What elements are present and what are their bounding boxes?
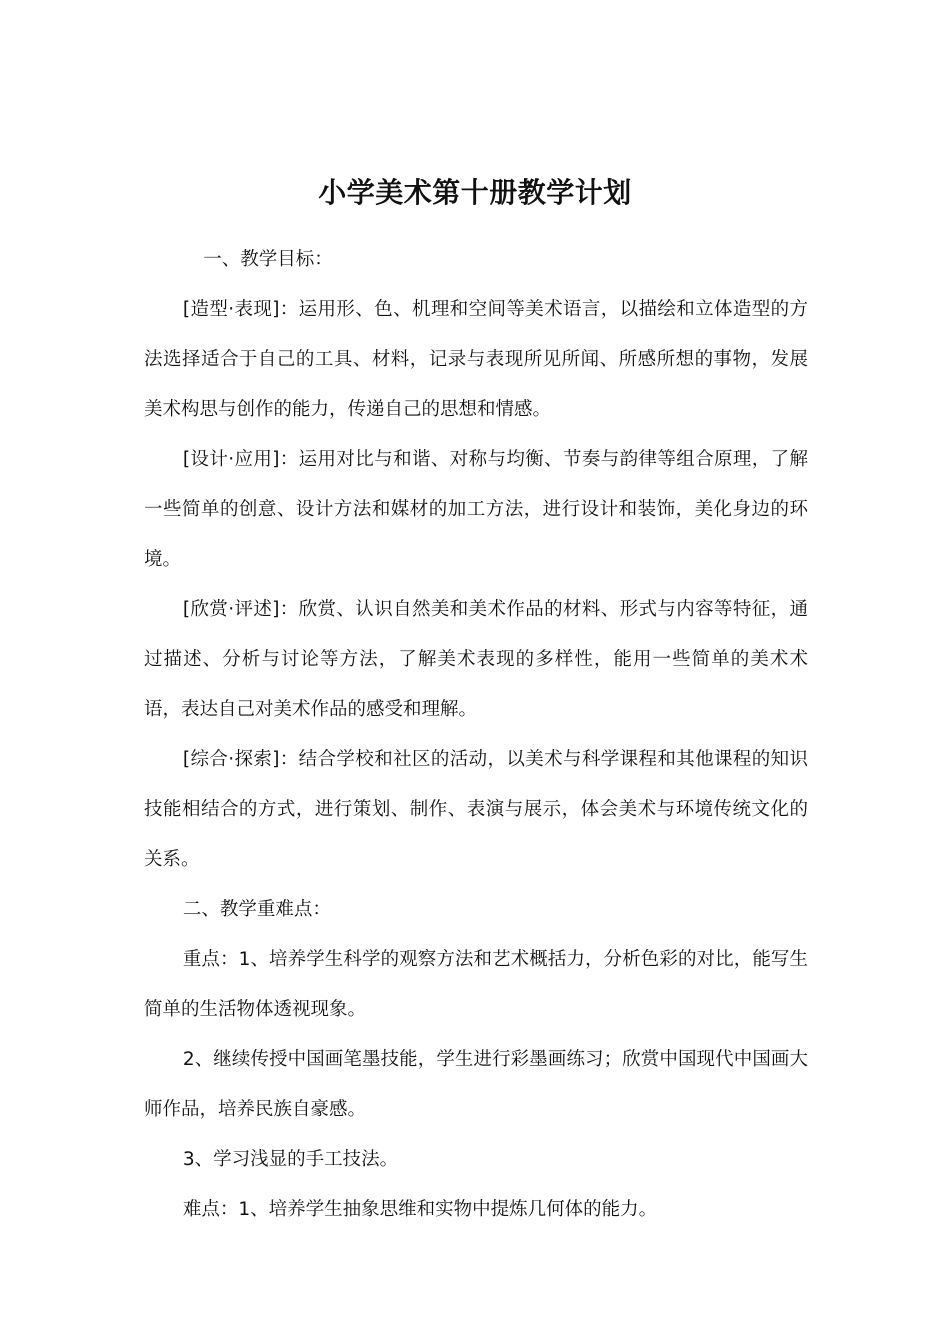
document-title: 小学美术第十册教学计划 bbox=[318, 176, 632, 209]
paragraph-key-point-2: 2、继续传授中国画笔墨技能，学生进行彩墨画练习；欣赏中国现代中国画大师作品，培养民族自豪感。 bbox=[144, 1049, 808, 1120]
paragraph-design-application: [设计·应用]：运用对比与和谐、对称与均衡、节奏与韵律等组合原理，了解一些简单的创意、设计方法和媒材的加工方法，进行设计和装饰，美化身边的环境。 bbox=[144, 449, 808, 570]
paragraph-appreciation-review: [欣赏·评述]：欣赏、认识自然美和美术作品的材料、形式与内容等特征，通过描述、分析与讨论等方法，了解美术表现的多样性，能用一些简单的美术术语，表达自己对美术作品的感受和理解。 bbox=[144, 599, 808, 720]
section-heading-key-difficult-points: 二、教学重难点： bbox=[182, 899, 331, 920]
paragraph-key-point-3: 3、学习浅显的手工技法。 bbox=[182, 1149, 399, 1170]
document-body bbox=[144, 235, 808, 1235]
paragraph-synthesis-exploration: [综合·探索]：结合学校和社区的活动，以美术与科学课程和其他课程的知识技能相结合的方式，进行策划、制作、表演与展示，体会美术与环境传统文化的关系。 bbox=[144, 749, 808, 870]
section-heading-teaching-goals: 一、教学目标： bbox=[203, 249, 333, 270]
paragraph-key-point-1: 重点：1、培养学生科学的观察方法和艺术概括力，分析色彩的对比，能写生简单的生活物体透视现象。 bbox=[144, 949, 808, 1020]
paragraph-difficult-point-1: 难点：1、培养学生抽象思维和实物中提炼几何体的能力。 bbox=[182, 1199, 658, 1220]
paragraph-modeling-expression: [造型·表现]：运用形、色、机理和空间等美术语言，以描绘和立体造型的方法选择适合于自己的工具、材料，记录与表现所见所闻、所感所想的事物，发展美术构思与创作的能力，传递自己的思想和情感。 bbox=[144, 299, 808, 420]
